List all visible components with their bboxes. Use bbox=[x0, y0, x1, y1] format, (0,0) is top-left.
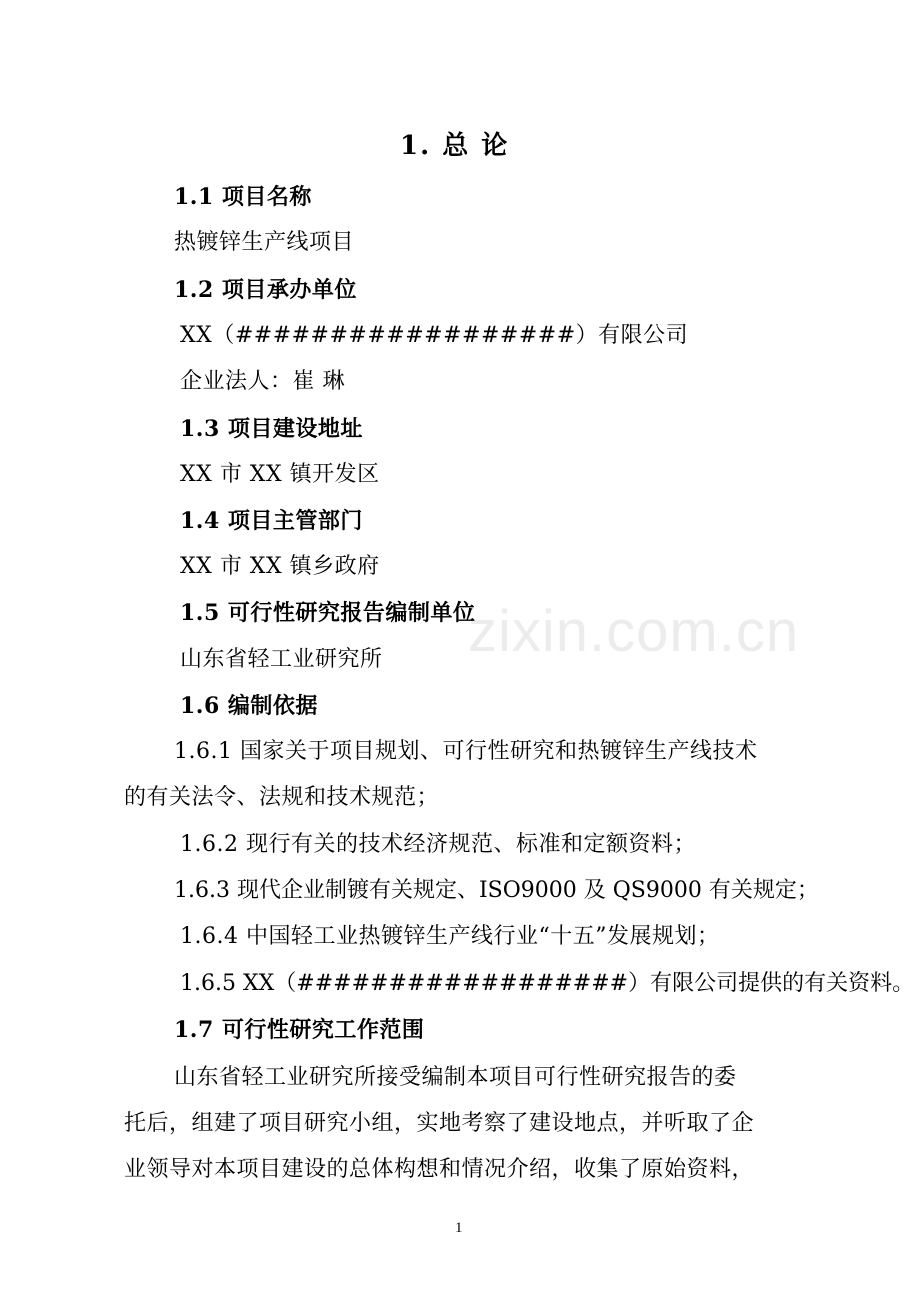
section-heading-1-6: 1.6 编制依据 bbox=[180, 693, 318, 719]
basis-item-1-6-1-continued: 的有关法令、法规和技术规范； bbox=[124, 785, 440, 810]
basis-item-1-6-4: 1.6.4 中国轻工业热镀锌生产线行业“十五”发展规划； bbox=[180, 924, 720, 949]
basis-item-1-6-2: 1.6.2 现行有关的技术经济规范、标准和定额资料； bbox=[180, 832, 696, 857]
section-heading-1-7: 1.7 可行性研究工作范围 bbox=[174, 1017, 425, 1043]
supervising-department: XX 市 XX 镇乡政府 bbox=[180, 554, 380, 579]
basis-item-1-6-1: 1.6.1 国家关于项目规划、可行性研究和热镀锌生产线技术 bbox=[174, 739, 758, 764]
document-title: 1. 总 论 bbox=[400, 131, 510, 161]
scope-paragraph-line-2: 托后，组建了项目研究小组，实地考察了建设地点，并听取了企 bbox=[124, 1111, 755, 1136]
section-heading-1-4: 1.4 项目主管部门 bbox=[180, 508, 363, 534]
section-heading-1-2: 1.2 项目承办单位 bbox=[174, 277, 357, 303]
section-heading-1-3: 1.3 项目建设地址 bbox=[180, 416, 363, 442]
basis-item-1-6-3: 1.6.3 现代企业制镀有关规定、ISO9000 及 QS9000 有关规定； bbox=[174, 878, 819, 903]
report-compiler: 山东省轻工业研究所 bbox=[180, 647, 383, 672]
project-address: XX 市 XX 镇开发区 bbox=[180, 462, 380, 487]
page-number: 1 bbox=[455, 1220, 463, 1236]
basis-item-1-6-5: 1.6.5 XX（##################）有限公司提供的有关资料。 bbox=[180, 971, 915, 996]
company-name: XX（##################）有限公司 bbox=[180, 323, 689, 348]
scope-paragraph-line-3: 业领导对本项目建设的总体构想和情况介绍，收集了原始资料， bbox=[124, 1157, 755, 1182]
project-name: 热镀锌生产线项目 bbox=[174, 230, 355, 255]
scope-paragraph-line-1: 山东省轻工业研究所接受编制本项目可行性研究报告的委 bbox=[174, 1065, 737, 1090]
section-heading-1-5: 1.5 可行性研究报告编制单位 bbox=[180, 600, 476, 626]
legal-representative: 企业法人：崔 琳 bbox=[180, 369, 345, 394]
section-heading-1-1: 1.1 项目名称 bbox=[174, 184, 312, 210]
watermark: zixin.com.cn bbox=[468, 599, 800, 664]
